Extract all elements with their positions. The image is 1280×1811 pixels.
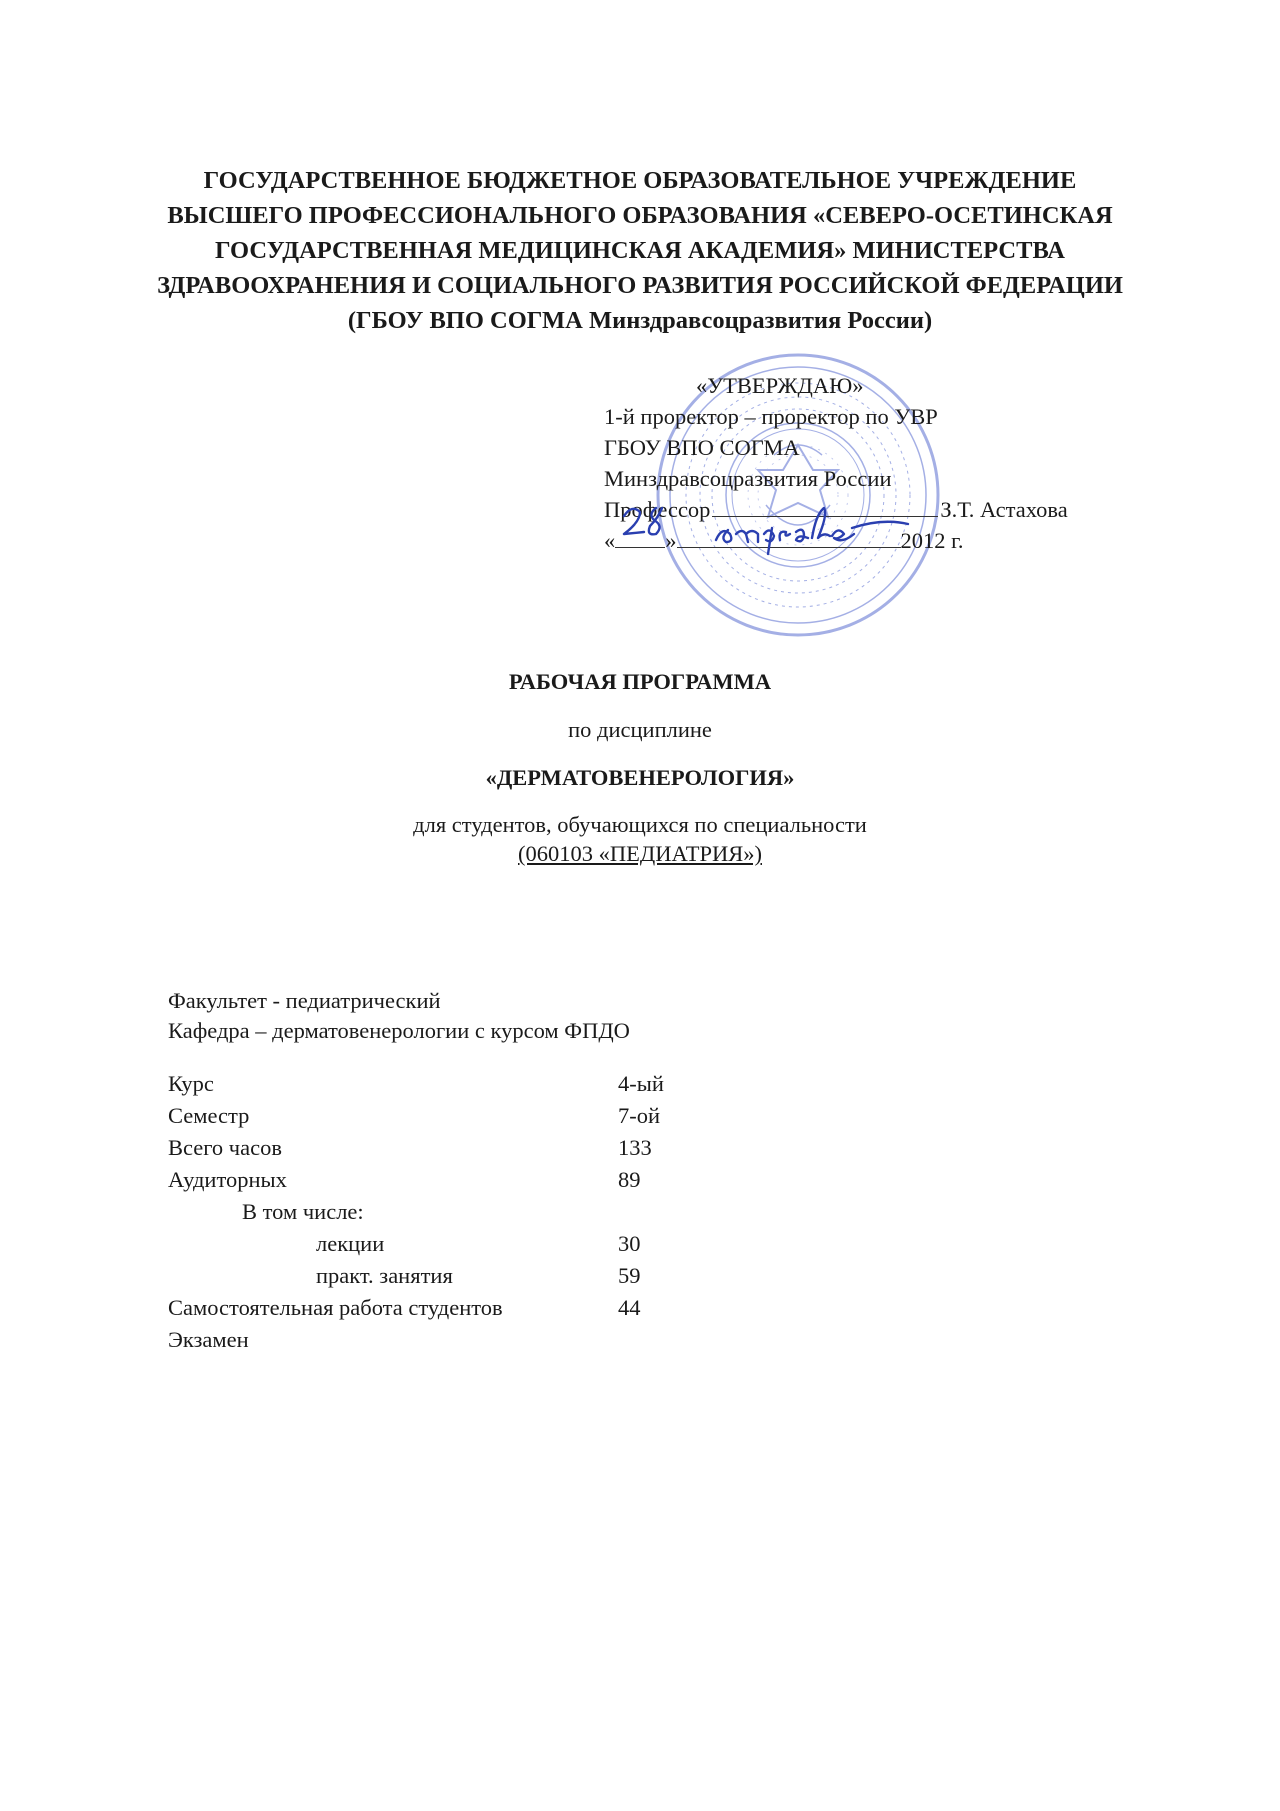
- date-year: 2012 г.: [900, 528, 964, 553]
- faculty-block: [168, 986, 868, 1046]
- approval-position: 1-й проректор – проректор по УВР: [604, 404, 938, 429]
- program-subtitle: по дисциплине: [568, 717, 712, 742]
- institution-line-2: ВЫСШЕГО ПРОФЕССИОНАЛЬНОГО ОБРАЗОВАНИЯ «СЕВЕРО-ОСЕТИНСКАЯ: [167, 202, 1113, 229]
- discipline-name: «ДЕРМАТОВЕНЕРОЛОГИЯ»: [485, 765, 795, 790]
- self-study-label: Самостоятельная работа студентов: [168, 1295, 503, 1320]
- department-name: Кафедра – дерматовенерологии с курсом ФПДО: [168, 1018, 630, 1043]
- practice-value: 59: [618, 1263, 641, 1288]
- approval-ministry: Минздравсоцразвития России: [604, 466, 892, 491]
- semester-value: 7-ой: [618, 1103, 661, 1128]
- approval-rank: Профессор: [604, 497, 711, 522]
- course-label: Курс: [168, 1071, 214, 1096]
- institution-header: [100, 163, 1180, 338]
- classroom-hours-value: 89: [618, 1167, 641, 1192]
- exam-label: Экзамен: [168, 1327, 249, 1352]
- self-study-value: 44: [618, 1295, 641, 1320]
- approval-organization: ГБОУ ВПО СОГМА: [604, 435, 800, 460]
- total-hours-label: Всего часов: [168, 1135, 282, 1160]
- approval-title: «УТВЕРЖДАЮ»: [696, 373, 864, 398]
- lectures-label: лекции: [316, 1231, 385, 1256]
- faculty-name: Факультет - педиатрический: [168, 988, 441, 1013]
- institution-line-4: ЗДРАВООХРАНЕНИЯ И СОЦИАЛЬНОГО РАЗВИТИЯ РОССИЙСКОЙ ФЕДЕРАЦИИ: [157, 272, 1123, 299]
- handwritten-month: [712, 498, 912, 558]
- practice-label: практ. занятия: [316, 1263, 453, 1288]
- program-title: РАБОЧАЯ ПРОГРАММА: [508, 669, 772, 694]
- course-value: 4-ый: [618, 1071, 664, 1096]
- institution-line-5: (ГБОУ ВПО СОГМА Минздравсоцразвития России): [347, 307, 933, 334]
- date-close-quote: »: [665, 528, 677, 553]
- total-hours-value: 133: [618, 1135, 652, 1160]
- handwritten-day: [618, 500, 676, 544]
- lectures-value: 30: [618, 1231, 641, 1256]
- specialty-code: (060103 «ПЕДИАТРИЯ»): [518, 841, 762, 866]
- institution-line-1: ГОСУДАРСТВЕННОЕ БЮДЖЕТНОЕ ОБРАЗОВАТЕЛЬНОЕ УЧРЕЖДЕНИЕ: [203, 167, 1077, 194]
- students-info: [0, 810, 1280, 868]
- semester-label: Семестр: [168, 1103, 250, 1128]
- date-open-quote: «: [604, 528, 616, 553]
- classroom-hours-label: Аудиторных: [168, 1167, 287, 1192]
- institution-line-3: ГОСУДАРСТВЕННАЯ МЕДИЦИНСКАЯ АКАДЕМИЯ» МИНИСТЕРСТВА: [215, 237, 1065, 264]
- including-label: В том числе:: [242, 1199, 364, 1224]
- students-line: для студентов, обучающихся по специальности: [413, 812, 867, 837]
- approval-signatory: З.Т. Астахова: [940, 497, 1068, 522]
